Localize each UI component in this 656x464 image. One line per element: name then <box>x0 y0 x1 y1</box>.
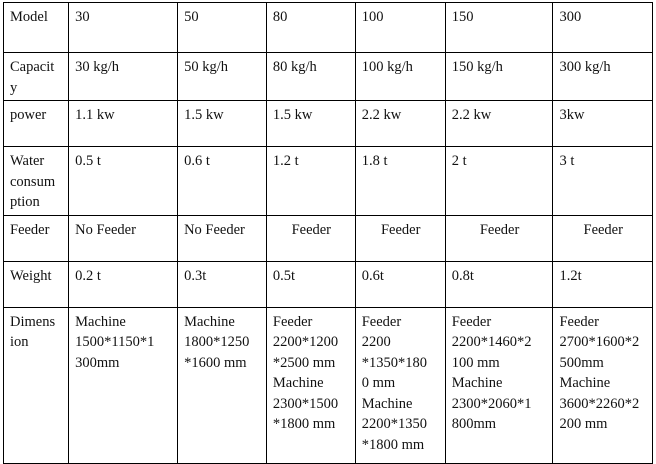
table-cell: 0.6t <box>355 261 445 307</box>
table-cell: 3 t <box>553 147 653 216</box>
table-cell: Feeder 2700*1600*2 500mm Machine 3600*2260*2 200 mm <box>553 307 653 463</box>
table-cell: Feeder <box>266 215 355 261</box>
table-cell: 30 <box>69 3 178 53</box>
table-row-water-consumption <box>4 147 653 216</box>
table-cell: 0.6 t <box>178 147 267 216</box>
table-cell: 80 <box>266 3 355 53</box>
table-cell: Feeder <box>445 215 553 261</box>
table-cell: 100 <box>355 3 445 53</box>
table-cell: 2.2 kw <box>355 101 445 147</box>
table-cell: 1.2 t <box>266 147 355 216</box>
row-label: Capacit y <box>4 53 69 101</box>
table-row-dimension <box>4 307 653 463</box>
specification-table <box>3 2 653 464</box>
table-cell: 300 kg/h <box>553 53 653 101</box>
table-cell: No Feeder <box>69 215 178 261</box>
table-cell: 150 <box>445 3 553 53</box>
row-label: power <box>4 101 69 147</box>
row-label: Water consum ption <box>4 147 69 216</box>
table-cell: 100 kg/h <box>355 53 445 101</box>
table-row-capacity <box>4 53 653 101</box>
table-row-model <box>4 3 653 53</box>
table-cell: 150 kg/h <box>445 53 553 101</box>
table-cell: Feeder 2200 *1350*180 0 mm Machine 2200*1350 *1800 mm <box>355 307 445 463</box>
table-cell: No Feeder <box>178 215 267 261</box>
table-cell: 50 <box>178 3 267 53</box>
table-cell: 1.5 kw <box>266 101 355 147</box>
table-row-weight <box>4 261 653 307</box>
table-cell: 0.5t <box>266 261 355 307</box>
table-cell: 2.2 kw <box>445 101 553 147</box>
table-cell: Feeder 2200*1460*2 100 mm Machine 2300*2060*1 800mm <box>445 307 553 463</box>
table-cell: 1.2t <box>553 261 653 307</box>
table-cell: 50 kg/h <box>178 53 267 101</box>
table-row-power <box>4 101 653 147</box>
table-cell: 1.5 kw <box>178 101 267 147</box>
row-label: Weight <box>4 261 69 307</box>
row-label: Feeder <box>4 215 69 261</box>
table-cell: 30 kg/h <box>69 53 178 101</box>
table-cell: Feeder <box>553 215 653 261</box>
table-cell: 0.5 t <box>69 147 178 216</box>
table-cell: Feeder <box>355 215 445 261</box>
table-cell: Feeder 2200*1200 *2500 mm Machine 2300*1500 *1800 mm <box>266 307 355 463</box>
table-cell: 1.8 t <box>355 147 445 216</box>
table-cell: 0.3t <box>178 261 267 307</box>
table-cell: 80 kg/h <box>266 53 355 101</box>
table-cell: 300 <box>553 3 653 53</box>
table-cell: 0.8t <box>445 261 553 307</box>
row-label: Dimens ion <box>4 307 69 463</box>
row-label: Model <box>4 3 69 53</box>
table-cell: 0.2 t <box>69 261 178 307</box>
table-cell: 2 t <box>445 147 553 216</box>
table-cell: 1.1 kw <box>69 101 178 147</box>
table-cell: Machine 1500*1150*1 300mm <box>69 307 178 463</box>
table-cell: Machine 1800*1250 *1600 mm <box>178 307 267 463</box>
table-cell: 3kw <box>553 101 653 147</box>
table-row-feeder <box>4 215 653 261</box>
